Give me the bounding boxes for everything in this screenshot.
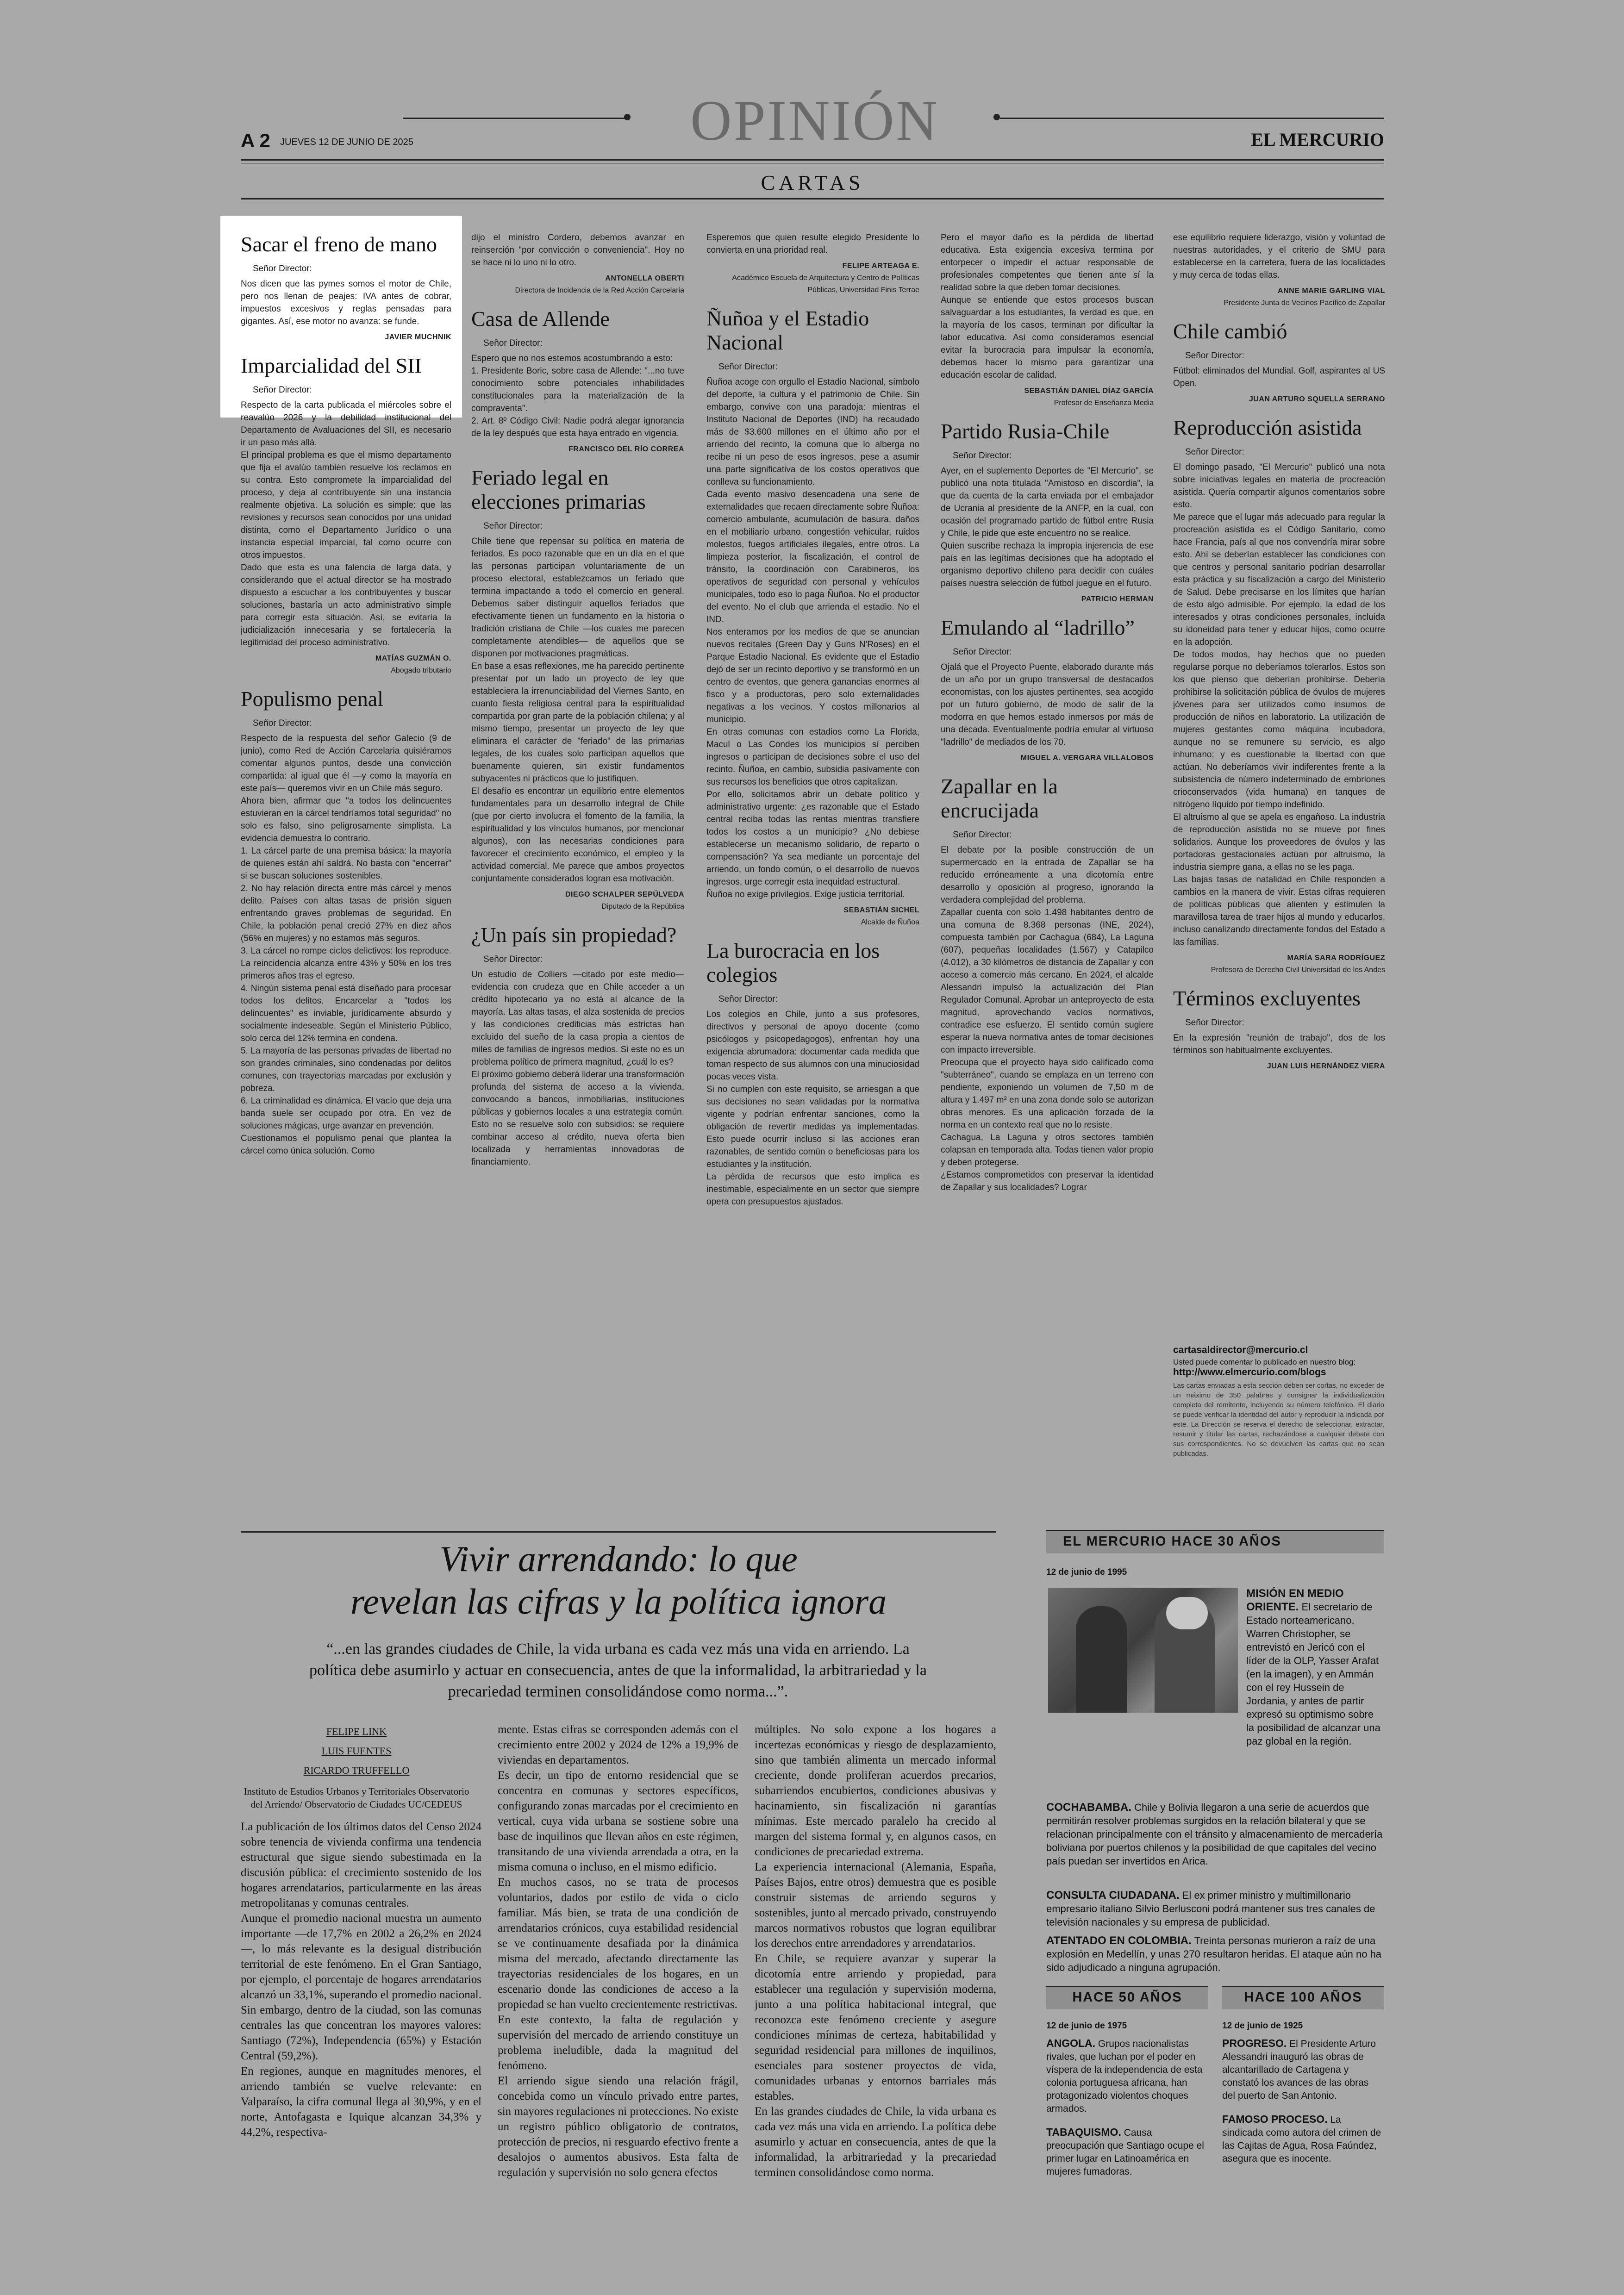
history-30-item-3 xyxy=(1046,1889,1384,1929)
letter xyxy=(941,231,1154,409)
rule-dot-right xyxy=(993,114,1000,120)
subsection-title: CARTAS xyxy=(761,171,864,194)
column-top-rule xyxy=(241,1531,996,1533)
history-50-header: HACE 50 AÑOS xyxy=(1072,1990,1182,2005)
column-title-line-2: revelan las cifras y la política ignora xyxy=(350,1581,887,1621)
letter-body: El debate por la posible construcción de un supermercado en la entrada de Zapallar se ha reducido erróneamente a una dicotomía entre desarrollo y oposición al progreso, ignorando la verdadera complejidad del problema. Zapallar cuenta con solo 1.498 habitantes dentro de una comuna de 8.368 personas (INE, 2024), compuesta también por Cachagua (684), La Laguna (607), pequeñas localidades (1.567) y Catapilco (4.012), a 30 kilómetros de distancia de Zapallar y con acceso a comercio más cercano. En 2024, el alcalde Alessandri impulsó la actualización del Plan Regulador Comunal. Aprobar un anteproyecto de esta magnitud, aprovechando vacíos normativos, contradice ese esfuerzo. El sentido común sugiere esperar la nueva normativa antes de tomar decisiones con impacto irreversible. Preocupa que el proyecto haya sido calificado como "subterráneo", cuando se emplaza en un terreno con pendiente, exponiendo un volumen de 7,50 m de altura y 1.497 m² en una zona donde solo se autorizan obras menores. Es una aplicación forzada de la norma en un contexto real que no lo resiste. Cachagua, La Laguna y otros sectores también colapsan en temporada alta. Todas tienen valor propio y deben protegerse. ¿Estamos comprometidos con preservar la identidad de Zapallar y sus localidades? Lograr xyxy=(941,845,1154,1192)
history-50-date: 12 de junio de 1975 xyxy=(1046,2021,1127,2031)
letter-affiliation: Académico Escuela de Arquitectura y Centro de Políticas Públicas, Universidad Finis Terrae xyxy=(732,274,919,294)
letter xyxy=(471,231,684,297)
letter-signature: ANTONELLA OBERTI xyxy=(605,274,684,282)
history-100-item-2-head: FAMOSO PROCESO. xyxy=(1222,2113,1328,2125)
letters-column-1 xyxy=(241,222,451,1491)
photo-keffiyeh xyxy=(1166,1597,1208,1629)
history-30-item-3-text: El ex primer ministro y multimillonario empresario italiano Silvio Berlusconi podrá mantener sus tres canales de televisión nacionales y su empresa de publicidad. xyxy=(1046,1890,1375,1928)
letter-salutation: Señor Director: xyxy=(953,647,1012,657)
letter-title: Chile cambió xyxy=(1173,319,1287,343)
author-3: RICARDO TRUFFELLO xyxy=(303,1765,410,1776)
masthead-rule-right xyxy=(1000,118,1384,119)
letter-affiliation: Abogado tributario xyxy=(391,667,451,674)
letter-affiliation: Directora de Incidencia de la Red Acción Carcelaria xyxy=(515,287,684,294)
letter xyxy=(471,923,684,1168)
history-100-items xyxy=(1222,2037,1384,2165)
history-50-items xyxy=(1046,2037,1208,2178)
history-30-item-4-head: ATENTADO EN COLOMBIA. xyxy=(1046,1934,1192,1947)
history-100-item-2-text: La sindicada como autora del crimen de las Cajitas de Agua, Rosa Faúndez, asegura que es inocente. xyxy=(1222,2114,1381,2164)
history-50-item-1-head: ANGOLA. xyxy=(1046,2037,1096,2049)
letter-salutation: Señor Director: xyxy=(953,451,1012,461)
letter xyxy=(1173,986,1385,1073)
letter-title: Casa de Allende xyxy=(471,307,610,331)
letter xyxy=(706,939,919,1208)
letter-signature: FELIPE ARTEAGA E. xyxy=(842,262,919,270)
history-100-header: HACE 100 AÑOS xyxy=(1244,1990,1362,2005)
history-100-item-1-text: El Presidente Arturo Alessandri inauguró las obras de alcantarillado de Cartagena y constató los avances de las obras del puerto de San Antonio. xyxy=(1222,2039,1376,2101)
history-30-item-3-head: CONSULTA CIUDADANA. xyxy=(1046,1889,1180,1902)
blog-url[interactable]: http://www.elmercurio.com/blogs xyxy=(1173,1367,1326,1378)
letter-title: Términos excluyentes xyxy=(1173,986,1361,1010)
subsection-rule-1 xyxy=(241,198,1384,200)
letter xyxy=(706,231,919,296)
letter-salutation: Señor Director: xyxy=(1185,1018,1244,1028)
history-30-header: EL MERCURIO HACE 30 AÑOS xyxy=(1063,1534,1281,1549)
letter-body: Ojalá que el Proyecto Puente, elaborado durante más de un año por un grupo transversal de destacados economistas, con los ajustes pertinentes, sea acogido por un futuro gobierno, de modo de salir de la modorra en que hemos estado inmersos por más de una década. Eventualmente podría emular al virtuoso "ladrillo" de mediados de los 70. xyxy=(941,662,1154,747)
letter xyxy=(941,419,1154,605)
letter-affiliation: Profesora de Derecho Civil Universidad de los Andes xyxy=(1211,966,1385,974)
letter xyxy=(241,354,451,677)
letter-body: Un estudio de Colliers —citado por este medio— evidencia con crudeza que en Chile acceder a un crédito hipotecario ya no está al alcance de la mayoría. Las altas tasas, el alza sostenida de precios y las condiciones crediticias más estrictas han excluido del sueño de la casa propia a cientos de miles de familias de ingresos medios. Si este no es un problema político de primera magnitud, ¿cuál lo es? El próximo gobierno deberá liderar una transformación profunda del sistema de acceso a la vivienda, convocando a bancos, inmobiliarias, instituciones públicas y gobiernos locales a una estrategia común. Esto no se resuelve solo con subsidios: se requiere combinar acceso al crédito, nueva oferta bien localizada y herramientas innovadoras de financiamiento. xyxy=(471,970,684,1167)
history-50-item-2-head: TABAQUISMO. xyxy=(1046,2126,1121,2138)
letter-body: Ñuñoa acoge con orgullo el Estadio Nacional, símbolo del deporte, la cultura y el patrimonio de Chile. Sin embargo, convive con una paradoja: mientras el Instituto Nacional de Deportes (IND) ha recaudado más de $3.600 millones en el último año por el arriendo del recinto, la comuna que lo alberga no recibe ni un peso de esos ingresos, pese a asumir una parte significativa de los costos operativos que conlleva su funcionamiento. Cada evento masivo desencadena una serie de externalidades que recaen directamente sobre Ñuñoa: comercio ambulante, acumulación de basura, daños en el mobiliario urbano, congestión vehicular, ruidos molestos, fuegos artificiales ilegales, entre otros. La limpieza posterior, la fiscalización, el control de tránsito, la coordinación con Carabineros, los operativos de seguridad con personal y vehículos municipales, todo eso lo paga Ñuñoa. No el productor del evento. No el club que arrienda el estadio. No el IND. Nos enteramos por los medios de que se anuncian nuevos recitales (Green Day y Guns N'Roses) en el Parque Estadio Nacional. Es evidente que el Estadio dejó de ser un recinto deportivo y se transformó en un centro de eventos, que genera ganancias enormes al fisco y a productoras, pero solo externalidades negativas a los vecinos. Y costos millonarios al municipio. En otras comunas con estadios como La Florida, Macul o Las Condes los municipios sí perciben ingresos o participan de decisiones sobre el uso del recinto. Ñuñoa, en cambio, subsidia pasivamente con sus recursos los beneficios que otros capitalizan. Por ello, solicitamos abrir un debate político y administrativo urgente: ¿es razonable que el Estado central reciba todas las rentas mientras transfiere todos los costos a un municipio? ¿No debiese establecerse un mecanismo solidario, de reparto o compensación? Ya sea mediante un porcentaje del arriendo, un fondo común, o el desarrollo de nuevos ingresos, urge corregir esta inequidad estructural. Ñuñoa no exige privilegios. Exige justicia territorial. xyxy=(706,377,919,899)
letter-title: Reproducción asistida xyxy=(1173,416,1362,439)
letter-salutation: Señor Director: xyxy=(1185,351,1244,361)
history-30-item-1 xyxy=(1246,1587,1384,1748)
letter-signature: PATRICIO HERMAN xyxy=(1081,595,1154,603)
letter-salutation: Señor Director: xyxy=(483,338,543,348)
author-affiliation: Instituto de Estudios Urbanos y Territoriales Observatorio del Arriendo/ Observatorio de Ciudades UC/CEDEUS xyxy=(244,1786,469,1810)
author-1: FELIPE LINK xyxy=(326,1726,387,1737)
column-text-3: múltiples. No solo expone a los hogares a incertezas económicas y riesgo de desplazamiento, sino que también alimenta un mercado informal creciente, donde proliferan acuerdos precarios, subarriendos encubiertos, condiciones abusivas y hacinamiento, sin fiscalización ni garantías mínimas. Este mercado paralelo ha crecido al margen del sistema formal y, en algunos casos, en condiciones de precariedad extrema. La experiencia internacional (Alemania, España, Países Bajos, entre otros) demuestra que es posible construir sistemas de arriendo seguros y sostenibles, junto al mercado privado, construyendo marcos normativos robustos que logran equilibrar los derechos entre arrendadores y arrendatarios. En Chile, se requiere avanzar y superar la dicotomía entre arriendo y propiedad, para establecer una regulación y supervisión moderna, junto a una política habitacional integral, que reconozca este fenómeno creciente y asegure condiciones mínimas de certeza, habitabilidad y seguridad residencial para millones de inquilinos, esenciales para sostener proyectos de vida, comunidades urbanas y entornos barriales más estables. En las grandes ciudades de Chile, la vida urbana es cada vez más una vida en arriendo. La política debe asumirlo y actuar en consecuencia, antes de que la informalidad, la arbitrariedad y la precariedad terminen consolidándose como norma. xyxy=(755,1723,996,2179)
history-30-item-2-text: Chile y Bolivia llegaron a una serie de acuerdos que permitirán resolver problemas surgidos en la relación bilateral y que se relacionan principalmente con el tránsito y almacenamiento de mercadería boliviana por puertos chilenos y la posibilidad de que capitales del vecino país puedan ser invertidos en Arica. xyxy=(1046,1802,1383,1867)
letter-title: Feriado legal en elecciones primarias xyxy=(471,466,646,513)
letter-signature: MARÍA SARA RODRÍGUEZ xyxy=(1287,954,1385,962)
history-50-item-1 xyxy=(1046,2037,1208,2115)
letter-title: ¿Un país sin propiedad? xyxy=(471,923,677,947)
letter-body: Espero que no nos estemos acostumbrando a esto: 1. Presidente Boric, sobre casa de Allende: "...no tuve conocimiento sobre potenciales inhabilidades constitucionales para la materialización de la compraventa". 2. Art. 8º Código Civil: Nadie podrá alegar ignorancia de la ley después que esta haya entrado en vigencia. xyxy=(471,354,684,438)
history-100-date: 12 de junio de 1925 xyxy=(1222,2021,1303,2031)
letter-body: dijo el ministro Cordero, debemos avanzar en reinserción "por convicción o conveniencia". Hoy no se hace ni lo uno ni lo otro. xyxy=(471,233,684,268)
masthead-rule-1 xyxy=(241,159,1384,161)
letter-body: ese equilibrio requiere liderazgo, visión y voluntad de nuestras autoridades, y el criterio de SMU para establecerse en la carretera, fuera de las localidades y muy cerca de todas ellas. xyxy=(1173,233,1385,280)
history-50-item-2-text: Causa preocupación que Santiago ocupe el primer lugar en Latinoamérica en mujeres fumadoras. xyxy=(1046,2127,1204,2177)
page-number: A 2 xyxy=(241,130,270,151)
letter-signature: FRANCISCO DEL RÍO CORREA xyxy=(568,445,684,453)
letter-signature: MATÍAS GUZMÁN O. xyxy=(375,655,451,662)
letter-signature: SEBASTIÁN DANIEL DÍAZ GARCÍA xyxy=(1024,387,1154,395)
blog-intro: Usted puede comentar lo publicado en nuestro blog: xyxy=(1173,1358,1356,1366)
section-title: OPINIÓN xyxy=(690,89,939,152)
contact-email[interactable]: cartasaldirector@mercurio.cl xyxy=(1173,1345,1308,1355)
letter-salutation: Señor Director: xyxy=(253,264,312,274)
letter-salutation: Señor Director: xyxy=(253,385,312,395)
letters-column-5 xyxy=(1173,231,1385,1296)
column-text-1: La publicación de los últimos datos del Censo 2024 sobre tenencia de vivienda confirma una tendencia estructural que sigue siendo subestimada en la discusión pública: el crecimiento sostenido de los hogares arrendatarios, particularmente en las áreas metropolitanas y comunas centrales. Aunque el promedio nacional muestra un aumento importante —de 17,7% en 2002 a 26,2% en 2024—, lo más relevante es la desigual distribución territorial de este fenómeno. En el Gran Santiago, por ejemplo, el porcentaje de hogares arrendatarios alcanzó un 33,1%, superando el promedio nacional. Sin embargo, dentro de la ciudad, son las comunas centrales las que concentran los mayores valores: Santiago (72%), Independencia (65%) y Estación Central (59,2%). En regiones, aunque en magnitudes menores, el arriendo también se vuelve relevante: en Valparaíso, la cifra comunal llega al 30,9%, y en el norte, Antofagasta e Iquique alcanzan 34,3% y 44,2%, respectiva- xyxy=(241,1821,481,2139)
letter-salutation: Señor Director: xyxy=(718,994,778,1004)
column-pullquote: “...en las grandes ciudades de Chile, la vida urbana es cada vez más una vida en arriendo. La política debe asumirlo y actuar en consecuencia, antes de que la informalidad, la arbitrariedad y la precariedad terminen consolidándose como norma...”. xyxy=(309,1640,927,1700)
history-30-item-2-head: COCHABAMBA. xyxy=(1046,1801,1131,1814)
letter-signature: JUAN LUIS HERNÁNDEZ VIERA xyxy=(1267,1062,1385,1070)
brand-logo: EL MERCURIO xyxy=(1251,129,1384,150)
letter-salutation: Señor Director: xyxy=(253,718,312,728)
letter-signature: JAVIER MUCHNIK xyxy=(385,333,451,341)
letter xyxy=(1173,319,1385,405)
letter-body: Chile tiene que repensar su política en materia de feriados. Es poco razonable que en un día en el que las personas participan voluntariamente de un proceso electoral, establezcamos un feriado que termina impactando a todo el comercio en general. Debemos saber distinguir aquellos feriados que efectivamente tienen un fundamento en la historia o tradición cristiana de Chile —los cuales me parecen completamente atendibles— de aquellos que se disponen por motivaciones pragmáticas. En base a esas reflexiones, me ha parecido pertinente presentar por un lado un proyecto de ley que estableciera la irrenunciabilidad del Viernes Santo, en cuanto fiesta religiosa central para la espiritualidad compartida por gran parte de la población chilena; y al mismo tiempo, presentar un proyecto de ley que eliminara el carácter de "feriado" de las primarias legales, de los cuales solo participan aquellos que buenamente quieren, sin existir fundamentos subyacentes ni prácticos que lo justifiquen. El desafío es encontrar un equilibrio entre elementos fundamentales para un desarrollo integral de Chile (que por cierto involucra el fomento de la familia, la espiritualidad y los vínculos humanos, por mencionar algunos), con las necesarias condiciones para favorecer el crecimiento económico, el empleo y la actividad comercial. Me parece que ambos proyectos conjuntamente considerados logran esa motivación. xyxy=(471,536,684,884)
history-30-item-4-text: Treinta personas murieron a raíz de una explosión en Medellín, y unas 270 resultaron heridas. El ataque aún no ha sido adjudicado a ninguna agrupación. xyxy=(1046,1935,1382,1973)
rule-dot-left xyxy=(624,114,631,120)
issue-date: JUEVES 12 DE JUNIO DE 2025 xyxy=(280,137,413,147)
masthead-rule-left xyxy=(403,118,625,119)
letter-title: Imparcialidad del SII xyxy=(241,354,422,377)
letter-title: Partido Rusia-Chile xyxy=(941,419,1110,443)
column-title-line-1: Vivir arrendando: lo que xyxy=(439,1539,798,1579)
column-byline xyxy=(241,1722,472,1811)
letter xyxy=(941,616,1154,764)
history-30-item-1-text: El secretario de Estado norteamericano, Warren Christopher, se entrevistó en Jericó con el líder de la OLP, Yasser Arafat (en la imagen), y en Ammán con el rey Hussein de Jordania, y antes de partir expresó su optimismo sobre la posibilidad de alcanzar una paz global en la región. xyxy=(1246,1601,1380,1747)
letter-title: Zapallar en la encrucijada xyxy=(941,774,1058,822)
history-100-item-1 xyxy=(1222,2037,1384,2102)
letter-body: El domingo pasado, "El Mercurio" publicó una nota sobre iniciativas legales en materia de procreación asistida. Quería compartir algunos comentarios sobre esto. Me parece que el lugar más adecuado para regular la procreación asistida es el Código Sanitario, como hace Francia, país al que nos convendría mirar sobre esto. Ahí se deberían establecer las condiciones con que centros y personal sanitario podrían desarrollar esta práctica y su fiscalización a cargo del Ministerio de Salud. Debe precisarse en los límites que harían de esto algo admisible. Por ejemplo, la edad de los interesados y otras condiciones personales, incluida su idoneidad para tener y educar hijos, como ocurre en la adopción. De todos modos, hay hechos que no pueden regularse porque no deberíamos tolerarlos. Estos son los que pienso que deberían prohibirse. Debería prohibirse la solicitación pública de óvulos de mujeres jóvenes para ser utilizados como insumos de producción de niños en laboratorio. La utilización de mujeres gestantes como máquina incubadora, aunque no se remunere su servicio, es algo inhumano; y es cuestionable la libertad con que actúan. No deberíamos vivir indiferentes frente a la subsistencia de número indeterminado de embriones crioconservados (vida humana) en tanques de nitrógeno líquido por tiempo indefinido. El altruismo al que se apela es engañoso. La industria de reproducción asistida no se mueve por fines solidarios. Aunque los proveedores de óvulos y las portadoras gestacionales actúan por altruismo, la industria siempre gana, a ellas no se les paga. Las bajas tasas de natalidad en Chile responden a cambios en la manera de vivir. Estas cifras requieren de políticas públicas que alienten y estimulen la maravillosa tarea de traer hijos al mundo y educarlos, incluso canalizando directamente fondos del Estado a las familias. xyxy=(1173,462,1385,947)
letter xyxy=(241,687,451,1157)
history-30-photo xyxy=(1048,1588,1238,1713)
letter-title: La burocracia en los colegios xyxy=(706,939,880,986)
history-50-item-1-text: Grupos nacionalistas rivales, que luchan por el poder en víspera de la independencia de esta colonia portuguesa africana, han protagonizado violentos choques armados. xyxy=(1046,2039,1203,2114)
letter xyxy=(1173,231,1385,309)
history-30-item-1-head: MISIÓN EN MEDIO ORIENTE. xyxy=(1246,1587,1344,1613)
letter-salutation: Señor Director: xyxy=(483,954,543,964)
letter-signature: ANNE MARIE GARLING VIAL xyxy=(1278,287,1385,295)
letter-title: Populismo penal xyxy=(241,687,383,711)
letter-signature: DIEGO SCHALPER SEPÚLVEDA xyxy=(565,891,684,898)
history-30-item-4 xyxy=(1046,1934,1384,1974)
letter xyxy=(1173,416,1385,976)
letter-signature: MIGUEL A. VERGARA VILLALOBOS xyxy=(1020,754,1154,762)
letters-column-2 xyxy=(471,231,684,1491)
letters-column-3 xyxy=(706,231,919,1491)
letter-salutation: Señor Director: xyxy=(953,830,1012,840)
column-text-2: mente. Estas cifras se corresponden además con el crecimiento entre 2002 y 2024 de 12% a 19,9% de viviendas en departamentos. Es decir, un tipo de entorno residencial que se concentra en comunas y sectores específicos, configurando zonas marcadas por el crecimiento en vertical, cuya vida urbana se sostiene sobre una base de inquilinos que llevan años en este régimen, transitando de una vivienda arrendada a otra, en la misma comuna o incluso, en el mismo edificio. En muchos casos, no se trata de procesos voluntarios, dados por estilo de vida o ciclo familiar. Más bien, se trata de una condición de arrendatarios crónicos, cuya estabilidad residencial se ve continuamente desafiada por la dinámica misma del mercado, afectando directamente las trayectorias residenciales de los hogares, en un escenario donde las condiciones de acceso a la propiedad se han vuelto crecientemente restrictivas. En este contexto, la falta de regulación y supervisión del mercado de arriendo constituye un problema ineludible, dada la magnitud del fenómeno. El arriendo sigue siendo una relación frágil, concebida como un vínculo privado entre partes, sin mayores regulaciones ni protecciones. No existe un registro público obligatorio de contratos, protección de precios, ni resguardo efectivo frente a desalojos o aumentos abusivos. Esta falta de regulación y supervisión no solo genera efectos xyxy=(498,1723,738,2179)
letter-affiliation: Profesor de Enseñanza Media xyxy=(1054,399,1154,407)
history-100-item-2 xyxy=(1222,2113,1384,2165)
letter-salutation: Señor Director: xyxy=(1185,447,1244,457)
letter xyxy=(471,466,684,913)
letter-title: Ñuñoa y el Estadio Nacional xyxy=(706,306,869,354)
letter-title: Sacar el freno de mano xyxy=(241,232,437,256)
letter xyxy=(706,306,919,929)
letter-salutation: Señor Director: xyxy=(483,521,543,531)
author-2: LUIS FUENTES xyxy=(321,1745,392,1757)
letter xyxy=(941,774,1154,1194)
letter-rules: Las cartas enviadas a esta sección deben ser cortas, no exceder de un máximo de 350 palabras y consignar la individualización completa del remitente, incluyendo su número telefónico. El diario se puede verificar la identidad del autor y reproducir la indicada por este. La Dirección se reserva el derecho de seleccionar, extractar, resumir y titular las cartas, rechazándose a cualquier debate con sus correspondientes. No se devuelven las cartas que no sean publicadas. xyxy=(1173,1382,1384,1458)
letter-title: Emulando al “ladrillo” xyxy=(941,616,1135,639)
history-50-item-2 xyxy=(1046,2126,1208,2178)
letter-body: Los colegios en Chile, junto a sus profesores, directivos y personal de apoyo docente (como psicólogos y psicopedagogos), enfrentan hoy una exigencia abrumadora: documentar cada medida que toman respecto de sus alumnos con una minuciosidad pocas veces vista. Si no cumplen con este requisito, se arriesgan a que sus decisiones no sean validadas por la normativa vigente y podrían enfrentar sanciones, como la obligación de revertir medidas ya implementadas. Esto puede ocurrir incluso si las acciones eran razonables, de sentido común o beneficiosas para los estudiantes y la institución. La pérdida de recursos que esto implica es inestimable, especialmente en un sector que siempre opera con presupuestos ajustados. xyxy=(706,1010,919,1207)
letter-affiliation: Diputado de la República xyxy=(601,903,684,911)
contact-box xyxy=(1173,1345,1384,1484)
letter-affiliation: Alcalde de Ñuñoa xyxy=(861,918,919,926)
letters-column-4 xyxy=(941,231,1154,1491)
letter-salutation: Señor Director: xyxy=(718,362,778,372)
history-30-item-2 xyxy=(1046,1801,1384,1868)
letter-affiliation: Presidente Junta de Vecinos Pacífico de Zapallar xyxy=(1224,299,1385,307)
history-100-item-1-head: PROGRESO. xyxy=(1222,2037,1287,2049)
photo-figure-left xyxy=(1076,1606,1127,1713)
letter xyxy=(471,307,684,455)
letter-signature: JUAN ARTURO SQUELLA SERRANO xyxy=(1249,395,1385,403)
letter-body: Respecto de la respuesta del señor Galecio (9 de junio), como Red de Acción Carcelaria quisiéramos comentar algunos puntos, desde una convicción compartida: al igual que él —y como la mayoría en este país— queremos vivir en un Chile más seguro. Ahora bien, afirmar que "a todos los delincuentes estuvieran en la cárcel tendríamos total seguridad" no solo es falso, sino peligrosamente simplista. La evidencia demuestra lo contrario. 1. La cárcel parte de una premisa básica: la mayoría de quienes están ahí saldrá. No basta con "encerrar" si se buscan soluciones sostenibles. 2. No hay relación directa entre más cárcel y menos delito. Países con altas tasas de prisión siguen enfrentando graves problemas de seguridad. En Chile, la población penal creció 27% en diez años (56% en mujeres) y no estamos más seguros. 3. La cárcel no rompe ciclos delictivos: los reproduce. La reincidencia alcanza entre 43% y 50% en los tres primeros años tras el egreso. 4. Ningún sistema penal está diseñado para procesar todos los delitos. Encarcelar a "todos los delincuentes" es inviable, jurídicamente absurdo y socialmente indeseable. Según el Ministerio Público, solo cerca del 12% termina en condena. 5. La mayoría de las personas privadas de libertad no son grandes criminales, sino condenadas por delitos comunes, con trayectorias marcadas por exclusión y pobreza. 6. La criminalidad es dinámica. El vacío que deja una banda suele ser ocupado por otra. En vez de soluciones mágicas, urge avanzar en prevención. Cuestionamos el populismo penal que plantea la cárcel como única solución. Como xyxy=(241,734,451,1156)
letter-body: Esperemos que quien resulte elegido Presidente lo convierta en una prioridad real. xyxy=(706,233,919,255)
letter-body: Nos dicen que las pymes somos el motor de Chile, pero nos llenan de peajes: IVA antes de cobrar, impuestos excesivos y reglas pensadas para gigantes. Así, ese motor no avanza: se funde. xyxy=(241,279,451,326)
letter-body: Ayer, en el suplemento Deportes de "El Mercurio", se publicó una nota titulada "Amistoso en discordia", la que da cuenta de la carta enviada por el embajador de Ucrania al presidente de la ANFP, en la cual, con ocasión del programado partido de fútbol entre Rusia y Chile, le pide que este encuentro no se realice. Quien suscribe rechaza la impropia injerencia de ese país en las legítimas decisiones que ha adoptado el organismo deportivo chileno para decidir con cuáles países nuestra selección de fútbol juegue en el futuro. xyxy=(941,466,1154,588)
letter-body: Pero el mayor daño es la pérdida de libertad educativa. Esta exigencia excesiva termina por entorpecer o impedir el actuar responsable de profesionales competentes que tienen ante sí la realidad sobre la que deben tomar decisiones. Aunque se entiende que estos procesos buscan salvaguardar a los estudiantes, la verdad es que, en la mayoría de los casos, terminan por dificultar la labor educativa. Así como consideramos esencial evitar la burocracia para impulsar la economía, debemos hacer lo mismo para garantizar una educación escolar de calidad. xyxy=(941,233,1154,380)
letter-body: Fútbol: eliminados del Mundial. Golf, aspirantes al US Open. xyxy=(1173,366,1385,388)
letter-body: Respecto de la carta publicada el miércoles sobre el reavalúo 2026 y la debilidad institucional del Departamento de Avaluaciones del SII, es necesario ir un paso más allá. El principal problema es que el mismo departamento que fija el avalúo también resuelve los reclamos en su contra. Esto compromete la imparcialidad del proceso, y deja al contribuyente sin una instancia realmente objetiva. La solución es simple: que las revisiones y recursos sean conocidos por una unidad distinta, como el Departamento Jurídico o una instancia especial imparcial, tal como ocurre con otros impuestos. Dado que esta es una falencia de larga data, y considerando que el actual director se ha mostrado dispuesto a escuchar a los contribuyentes y buscar soluciones, bastaría un acto administrativo simple para corregir esta situación. Así, se evitaría la judicialización innecesaria y se fortalecería la legitimidad del proceso administrativo. xyxy=(241,400,451,648)
letter-body: En la expresión "reunión de trabajo", dos de los términos son habitualmente excluyentes. xyxy=(1173,1033,1385,1055)
letter-signature: SEBASTIÁN SICHEL xyxy=(843,906,919,914)
letter xyxy=(241,232,451,343)
history-30-date: 12 de junio de 1995 xyxy=(1046,1567,1127,1577)
